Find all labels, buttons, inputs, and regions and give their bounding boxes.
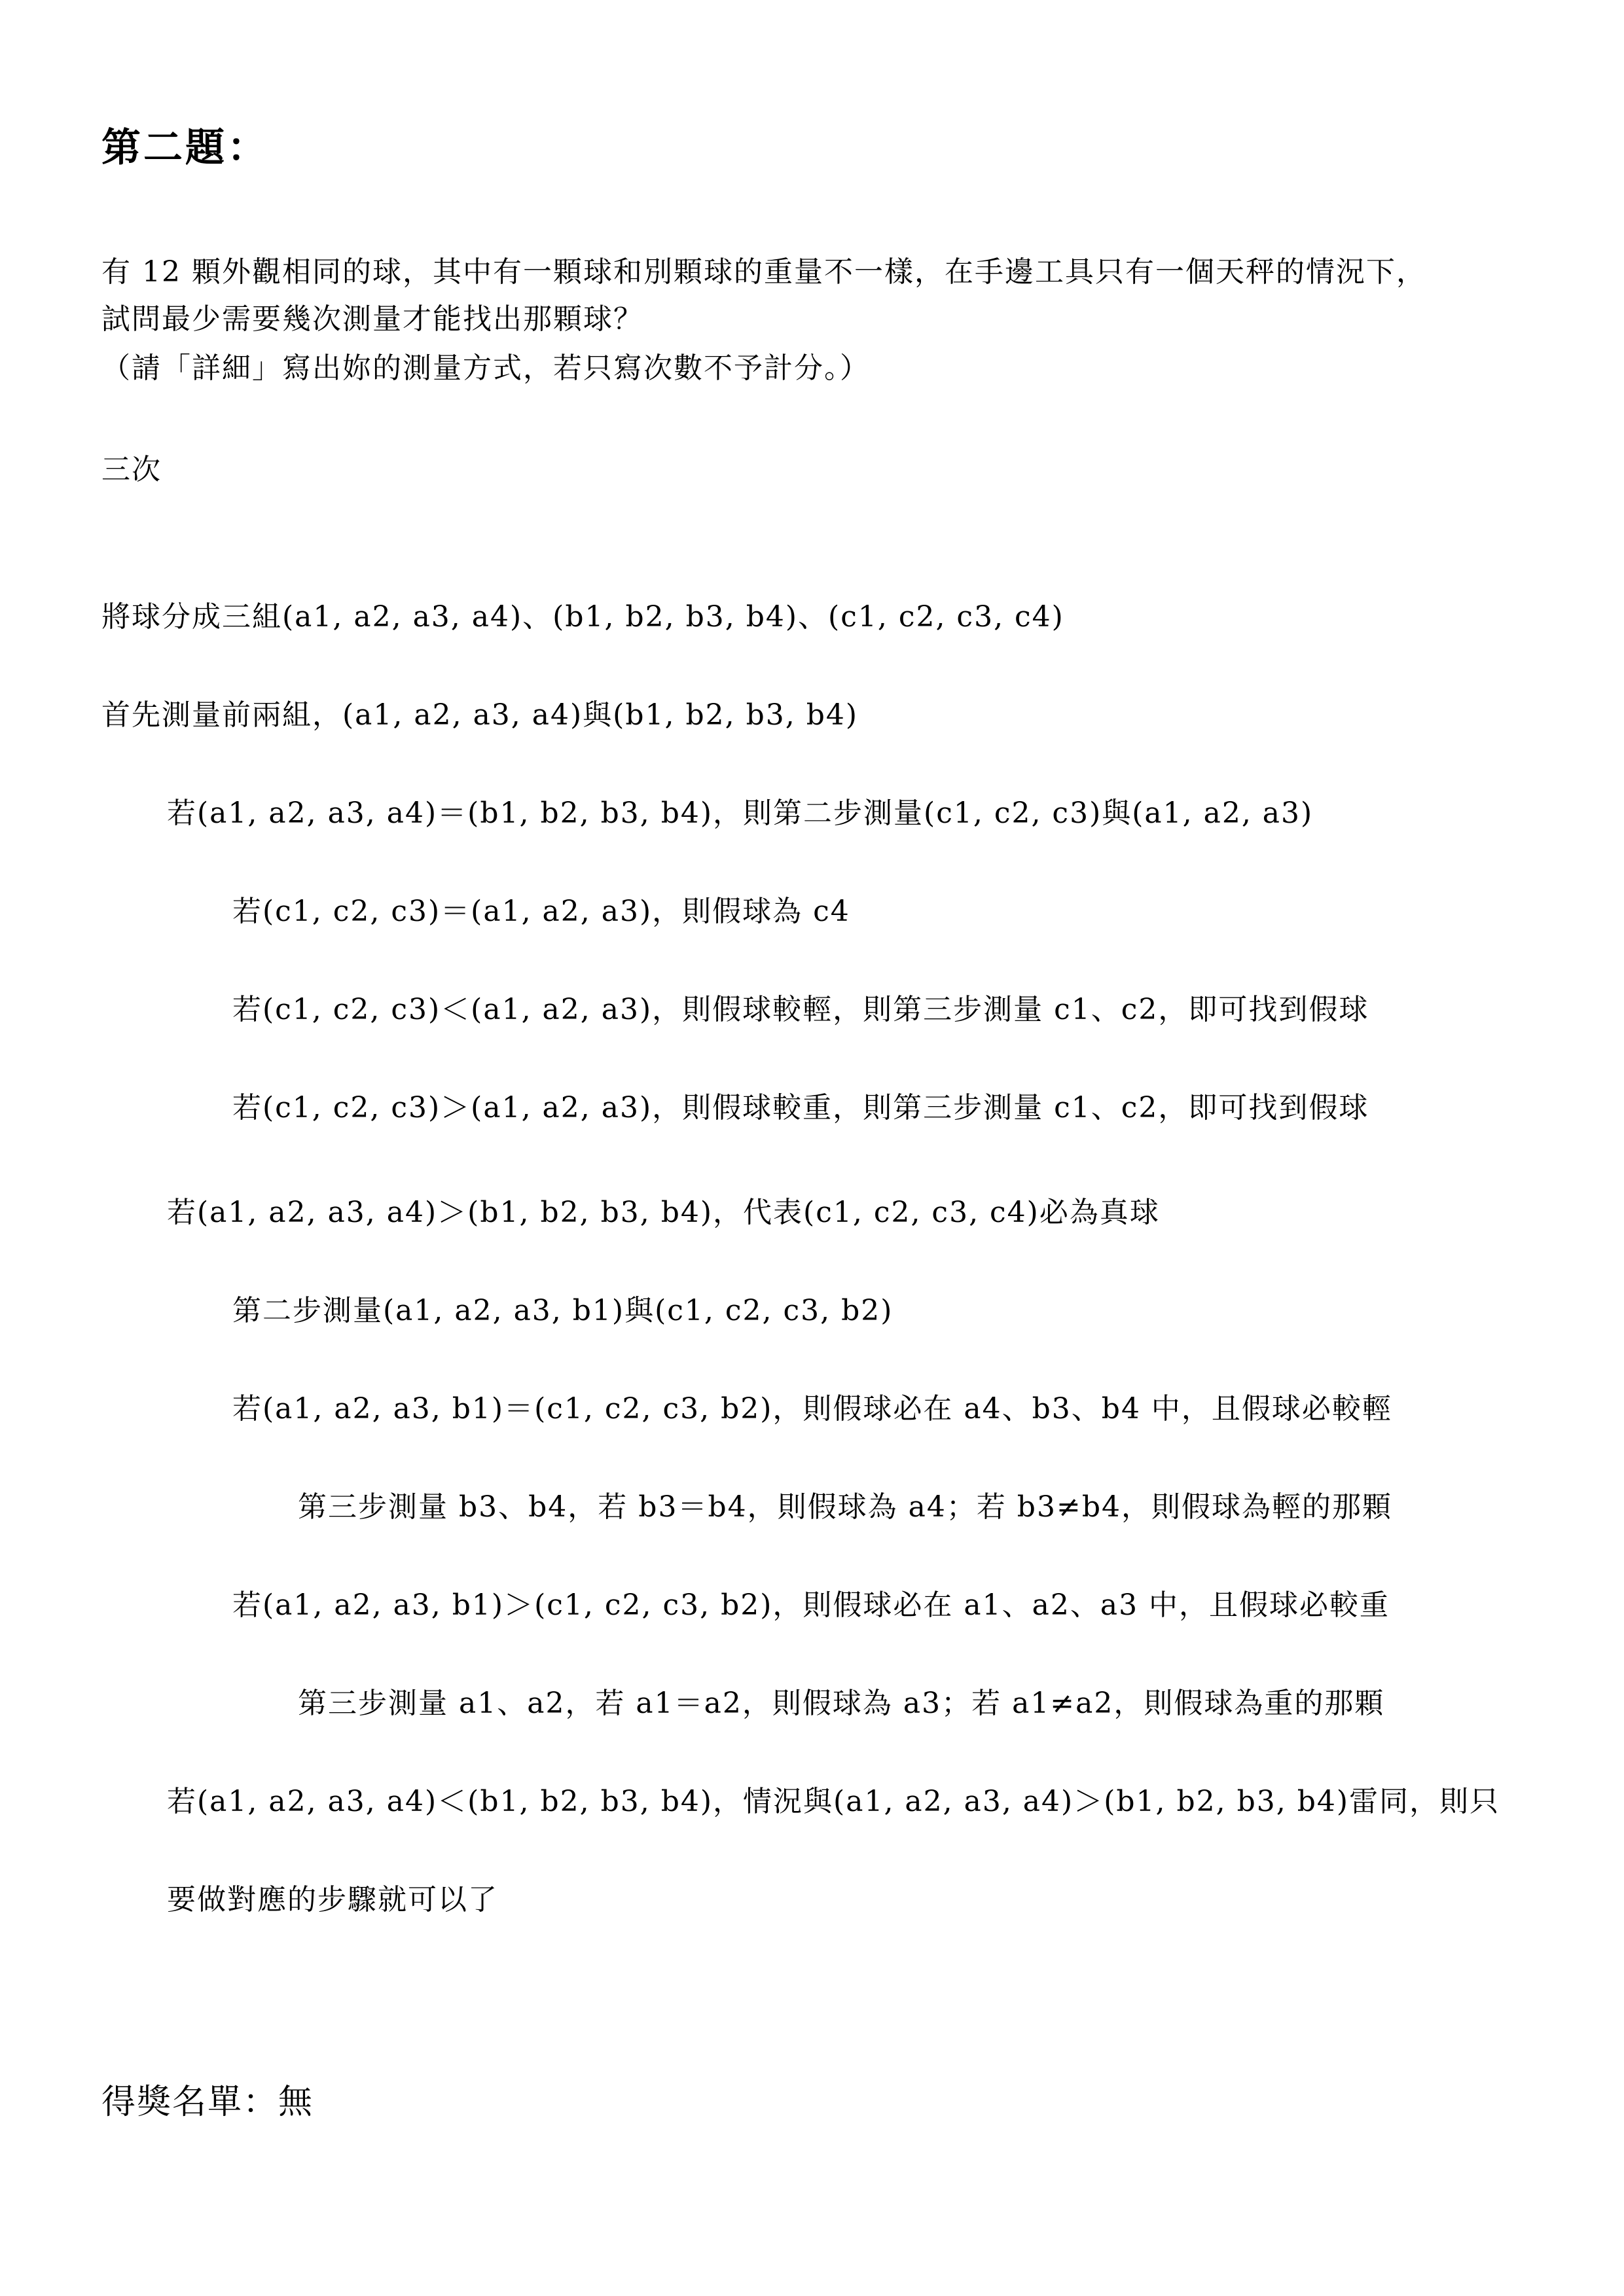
question-line-2: 試問最少需要幾次測量才能找出那顆球？ xyxy=(101,302,643,336)
step-line-12: 第三步測量 a1、a2，若 a1＝a2，則假球為 a3；若 a1≠a2，則假球為重的那顆 xyxy=(298,1687,1385,1720)
step-line-8: 第二步測量(a1, a2, a3, b1)與(c1, c2, c3, b2) xyxy=(232,1294,893,1327)
award-list: 得獎名單：無 xyxy=(101,2083,314,2122)
step-line-6: 若(c1, c2, c3)＞(a1, a2, a3)，則假球較重，則第三步測量 c1、c2，即可找到假球 xyxy=(232,1091,1369,1124)
step-line-9: 若(a1, a2, a3, b1)＝(c1, c2, c3, b2)，則假球必在 a4、b3、b4 中，且假球必較輕 xyxy=(232,1392,1392,1426)
answer-text: 三次 xyxy=(101,453,162,486)
step-line-5: 若(c1, c2, c3)＜(a1, a2, a3)，則假球較輕，則第三步測量 c1、c2，即可找到假球 xyxy=(232,993,1369,1026)
step-line-4: 若(c1, c2, c3)＝(a1, a2, a3)，則假球為 c4 xyxy=(232,895,850,928)
step-line-13: 若(a1, a2, a3, a4)＜(b1, b2, b3, b4)，情況與(a1, a2, a3, a4)＞(b1, b2, b3, b4)雷同，則只 xyxy=(167,1785,1500,1818)
step-line-3: 若(a1, a2, a3, a4)＝(b1, b2, b3, b4)，則第二步測量(c1, c2, c3)與(a1, a2, a3) xyxy=(167,797,1314,830)
step-line-7: 若(a1, a2, a3, a4)＞(b1, b2, b3, b4)，代表(c1, c2, c3, c4)必為真球 xyxy=(167,1196,1160,1229)
step-line-14: 要做對應的步驟就可以了 xyxy=(167,1883,498,1916)
step-line-1: 將球分成三組(a1, a2, a3, a4)、(b1, b2, b3, b4)、(c1, c2, c3, c4) xyxy=(101,600,1064,634)
step-line-2: 首先測量前兩組，(a1, a2, a3, a4)與(b1, b2, b3, b4) xyxy=(101,698,859,732)
step-line-11: 若(a1, a2, a3, b1)＞(c1, c2, c3, b2)，則假球必在 a1、a2、a3 中，且假球必較重 xyxy=(232,1588,1390,1622)
page-title: 第二題： xyxy=(101,125,269,171)
step-line-10: 第三步測量 b3、b4，若 b3＝b4，則假球為 a4；若 b3≠b4，則假球為輕的那顆 xyxy=(298,1490,1392,1524)
question-note: （請「詳細」寫出妳的測量方式，若只寫次數不予計分。） xyxy=(101,351,870,385)
question-line-1: 有 12 顆外觀相同的球，其中有一顆球和別顆球的重量不一樣，在手邊工具只有一個天秤的情況下， xyxy=(101,255,1426,289)
